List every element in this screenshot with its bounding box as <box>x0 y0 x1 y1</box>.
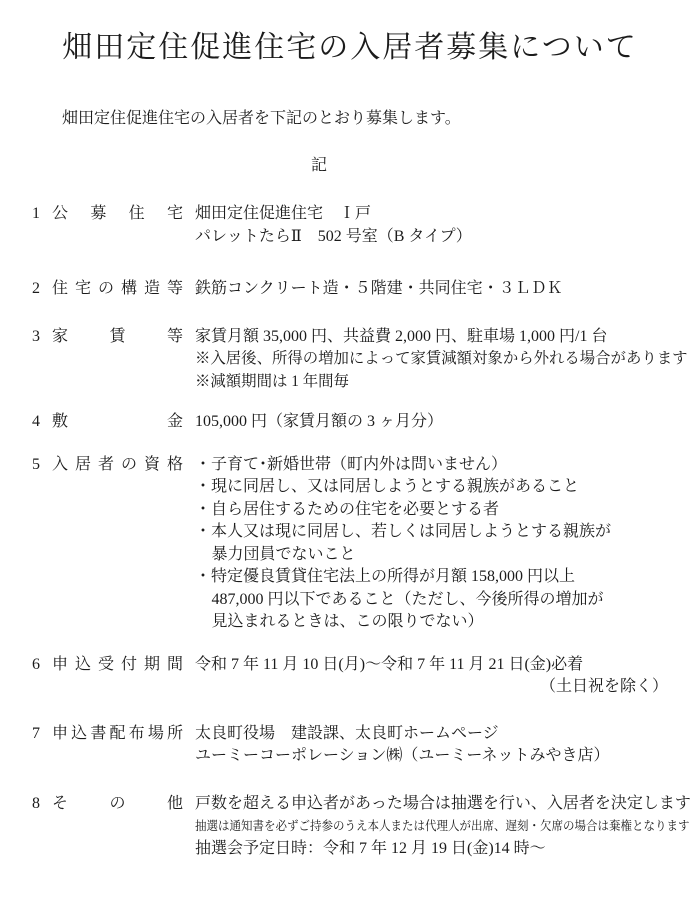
item-rent <box>0 326 700 394</box>
item-line: 鉄筋コンクリート造・５階建・共同住宅・３ＬＤＫ <box>195 280 563 297</box>
item-line-continuation: 見込まれるときは、この限りでない） <box>211 613 484 630</box>
item-line-continuation: 暴力団員でないこと <box>211 545 356 563</box>
item-line-fine-print: 抽選は通知書を必ずご持参のうえ本人または代理人が出席、遅刻・欠席の場合は棄権となります <box>195 819 690 833</box>
item-content <box>195 654 668 699</box>
item-number: 5 <box>32 455 40 473</box>
item-list <box>0 203 700 860</box>
item-content <box>195 278 668 301</box>
item-other <box>0 793 700 861</box>
item-line-bullet: ・特定優良賃貸住宅法上の所得が月額 158,000 円以上 <box>195 568 576 585</box>
item-content <box>195 326 688 394</box>
item-application-period <box>0 654 700 699</box>
item-line: 105,000 円（家賃月額の 3 ヶ月分） <box>195 413 444 430</box>
item-number: 2 <box>32 280 40 297</box>
item-line-bullet: ・本人又は現に同居し、若しくは同居しようとする親族が <box>195 523 612 540</box>
item-number: 8 <box>32 794 40 812</box>
item-line-right: （土日祝を除く） <box>539 678 668 695</box>
item-structure <box>0 278 700 301</box>
item-line: 家賃月額 35,000 円、共益費 2,000 円、駐車場 1,000 円/1 台 <box>195 327 608 345</box>
item-content <box>195 793 691 861</box>
item-line-bullet: ・現に同居し、又は同居しようとする親族があること <box>195 478 580 495</box>
item-label: 家賃等 <box>52 327 183 345</box>
item-line-bullet: ・子育て･新婚世帯（町内外は問いません） <box>195 455 508 473</box>
item-label: 敷金 <box>52 413 183 430</box>
item-line-note: ※入居後、所得の増加によって家賃減額対象から外れる場合があります <box>195 350 688 367</box>
item-label: その他 <box>52 794 183 812</box>
item-line-note: ※減額期間は 1 年間毎 <box>195 372 349 390</box>
item-line: 太良町役場 建設課、太良町ホームページ <box>195 724 499 742</box>
item-label: 入居者の資格 <box>52 455 183 473</box>
item-content <box>195 723 668 768</box>
item-public-housing <box>0 203 700 248</box>
item-form-distribution <box>0 723 700 768</box>
record-marker: 記 <box>310 157 327 174</box>
item-label: 申込受付期間 <box>52 655 183 673</box>
item-line-bullet: ・自ら居住するための住宅を必要とする者 <box>195 500 500 518</box>
item-number: 4 <box>32 413 40 430</box>
intro-paragraph: 畑田定住促進住宅の入居者を下記のとおり募集します。 <box>62 110 461 127</box>
item-line-continuation: 487,000 円以下であること（ただし、今後所得の増加が <box>211 590 604 608</box>
item-deposit <box>0 411 700 434</box>
item-line: 抽選会予定日時：令和 7 年 12 月 19 日(金)14 時～ <box>195 839 546 857</box>
item-eligibility <box>0 454 700 634</box>
item-number: 1 <box>32 205 40 222</box>
item-number: 7 <box>32 724 40 742</box>
item-line: ユーミーコーポレーション㈱（ユーミーネットみやき店） <box>195 747 610 764</box>
item-line: 畑田定住促進住宅 Ｉ戸 <box>195 205 372 222</box>
page-title: 畑田定住促進住宅の入居者募集について <box>62 31 638 64</box>
item-label: 公募住宅 <box>52 205 183 222</box>
item-content <box>195 203 668 248</box>
item-label: 住宅の構造等 <box>52 280 183 297</box>
item-content <box>195 454 668 634</box>
item-line: 戸数を超える申込者があった場合は抽選を行い、入居者を決定します <box>195 794 691 812</box>
item-line: 令和 7 年 11 月 10 日(月)～令和 7 年 11 月 21 日(金)必着 <box>195 655 584 673</box>
item-label: 申込書配布場所 <box>52 724 183 742</box>
item-number: 6 <box>32 655 40 673</box>
item-content <box>195 411 668 434</box>
item-number: 3 <box>32 327 40 345</box>
item-line: パレットたらⅡ 502 号室（B タイプ） <box>195 227 472 245</box>
